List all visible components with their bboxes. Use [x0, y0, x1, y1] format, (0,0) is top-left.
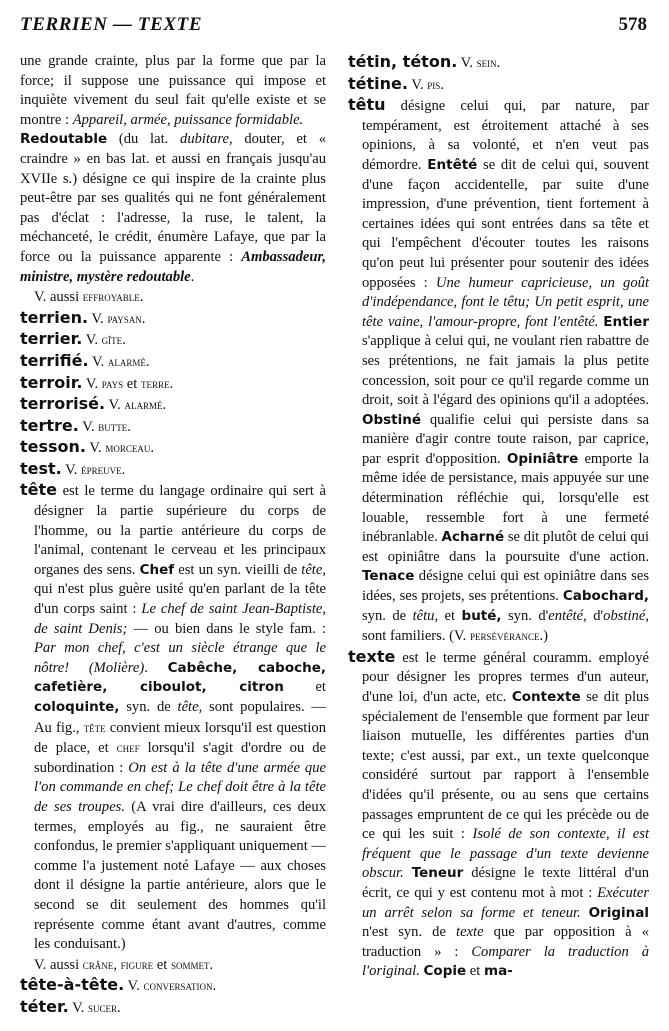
right-column: [348, 52, 649, 982]
see-also-line: V. aussi effroyable.: [34, 289, 144, 306]
entry-redoutable: Redoutable (du lat. dubitare, douter, et « craindre » en bas lat. et aussi en français jusqu'au XVIIe s.) désigne ce qui inspire de la crainte plus peut-être par ses qualités qui ne font généralement pas d'éclat : l'adresse, la ruse, le talent, la méchanceté, le crédit, énumère Lafaye, que par la force ou la puissance apparente : Ambassadeur, ministre, mystère redoutable.: [20, 131, 326, 285]
entry-tertre: tertre. V. butte.: [20, 415, 131, 435]
entry-terrifie: terrifié. V. alarmé.: [20, 350, 150, 370]
entry-terroir: terroir. V. pays et terre.: [20, 372, 174, 392]
left-column: [20, 52, 326, 1019]
entry-terrorise: terrorisé. V. alarmé.: [20, 394, 167, 414]
see-also-line: V. aussi crâne, figure et sommet.: [34, 956, 214, 973]
page-number: 578: [618, 14, 647, 35]
entry-tetu: têtu désigne celui qui, par nature, par tempérament, est étroitement attaché à ses opinions, à sa volonté, et n'en veut pas démordre. Entêté se dit de celui qui, souvent d'une façon accidentelle, par suite d'une impression, d'une prévention, tient fortement à certaines idées qui sont entrées dans sa tête et qui l'empêchent d'écouter toutes les raisons qu'on peut lui présenter pour soutenir des idées opposées : Une humeur capricieuse, un goût d'indépendance, font le têtu; Un petit esprit, une tête vaine, l'amour-propre, font l'entêté. Entier s'applique à celui qui, ne voulant rien rabattre de ses prétentions, ne fait jamais la plus petite concession, soit pour ce qu'il regarde comme un droit, soit à l'égard des opinions qu'il a adoptées. Obstiné qualifie celui qui persiste dans sa manière d'agir contre toute raison, par caprice, par esprit d'opposition. Opiniâtre emporte la même idée de persistance, mais appuyée sur une détermination réfléchie qui, lorsqu'elle est louable, ressemble fort à une fermeté inébranlable. Acharné se dit plutôt de celui qui est opiniâtre dans la poursuite d'une action. Tenace désigne celui qui est opiniâtre dans ses idées, ses projets, ses prétentions. Cabochard, syn. de têtu, et buté, syn. d'entêté, d'obstiné, sont familiers. (V. persévérance.): [348, 95, 649, 645]
entry-tete-a-tete: tête-à-tête. V. conversation.: [20, 975, 217, 995]
running-head: TERRIEN — TEXTE: [20, 14, 203, 35]
entry-terrier: terrier. V. gîte.: [20, 329, 126, 349]
entry-tesson: tesson. V. morceau.: [20, 437, 155, 457]
entry-terrien: terrien. V. paysan.: [20, 307, 146, 327]
entry-test: test. V. épreuve.: [20, 458, 126, 478]
entry-tete: tête est le terme du langage ordinaire qui sert à désigner la partie supérieure du corps de l'homme, ou la partie antérieure du corps de l'animal, contenant le cerveau et les principaux organes des sens. Chef est un syn. vieilli de tête, qui n'est plus guère usité qu'en parlant de la tête d'un corps saint : Le chef de saint Jean-Baptiste, de saint Denis; — ou bien dans le style fam. : Par mon chef, c'est un siècle étrange que le nôtre! (Molière). Cabêche, caboche, cafetière, ciboulot, citron et coloquinte, syn. de tête, sont populaires. — Au fig., tête convient mieux lorsqu'il est question de place, et chef lorsqu'il s'agit d'ordre ou de subordination : On est à la tête d'une armée que l'on commande en chef; Le chef doit être à la tête de ses troupes. (A vrai dire d'ailleurs, ces deux termes, employés au fig., ne sauraient être confondus, le premier s'appliquant uniquement — comme l'a justement noté Lafaye — aux choses dont il désigne la partie antérieure, alors que le second se dit seulement des hommes qu'il représente comme étant avant d'autres, comme les conduisant.): [20, 480, 327, 953]
entry-tetine: tétine. V. pis.: [348, 73, 444, 93]
entry-texte: texte est le terme général couramm. employé pour désigner les propres termes d'un auteur, d'une loi, d'un acte, etc. Contexte se dit plus spécialement de l'ensemble que forment par leur liaison mutuelle, les différentes parties d'un texte; c'est aussi, par ext., un texte quelconque considéré surtout par rapport à l'ensemble d'idées qu'il présente, ou au sens que certains passages empruntent de ce qui les précède ou de ce qui les suit : Isolé de son contexte, il est fréquent que le passage d'un texte devienne obscur. Teneur désigne le texte littéral d'un écrit, ce qui y est contenu mot à mot : Exécuter un arrêt selon sa forme et teneur. Original n'est syn. de texte que par opposition à « traduction » : Comparer la traduction à l'original. Copie et ma-: [348, 646, 650, 980]
entry-continuation: une grande crainte, plus par la forme que par la force; il suppose une puissance qui impose et inquiète vivement du seul fait qu'elle existe et se montre : Appareil, armée, puissance formidable.: [20, 53, 326, 128]
entry-tetin: tétin, téton. V. sein.: [348, 52, 501, 71]
entry-teter: téter. V. sucer.: [20, 996, 121, 1016]
